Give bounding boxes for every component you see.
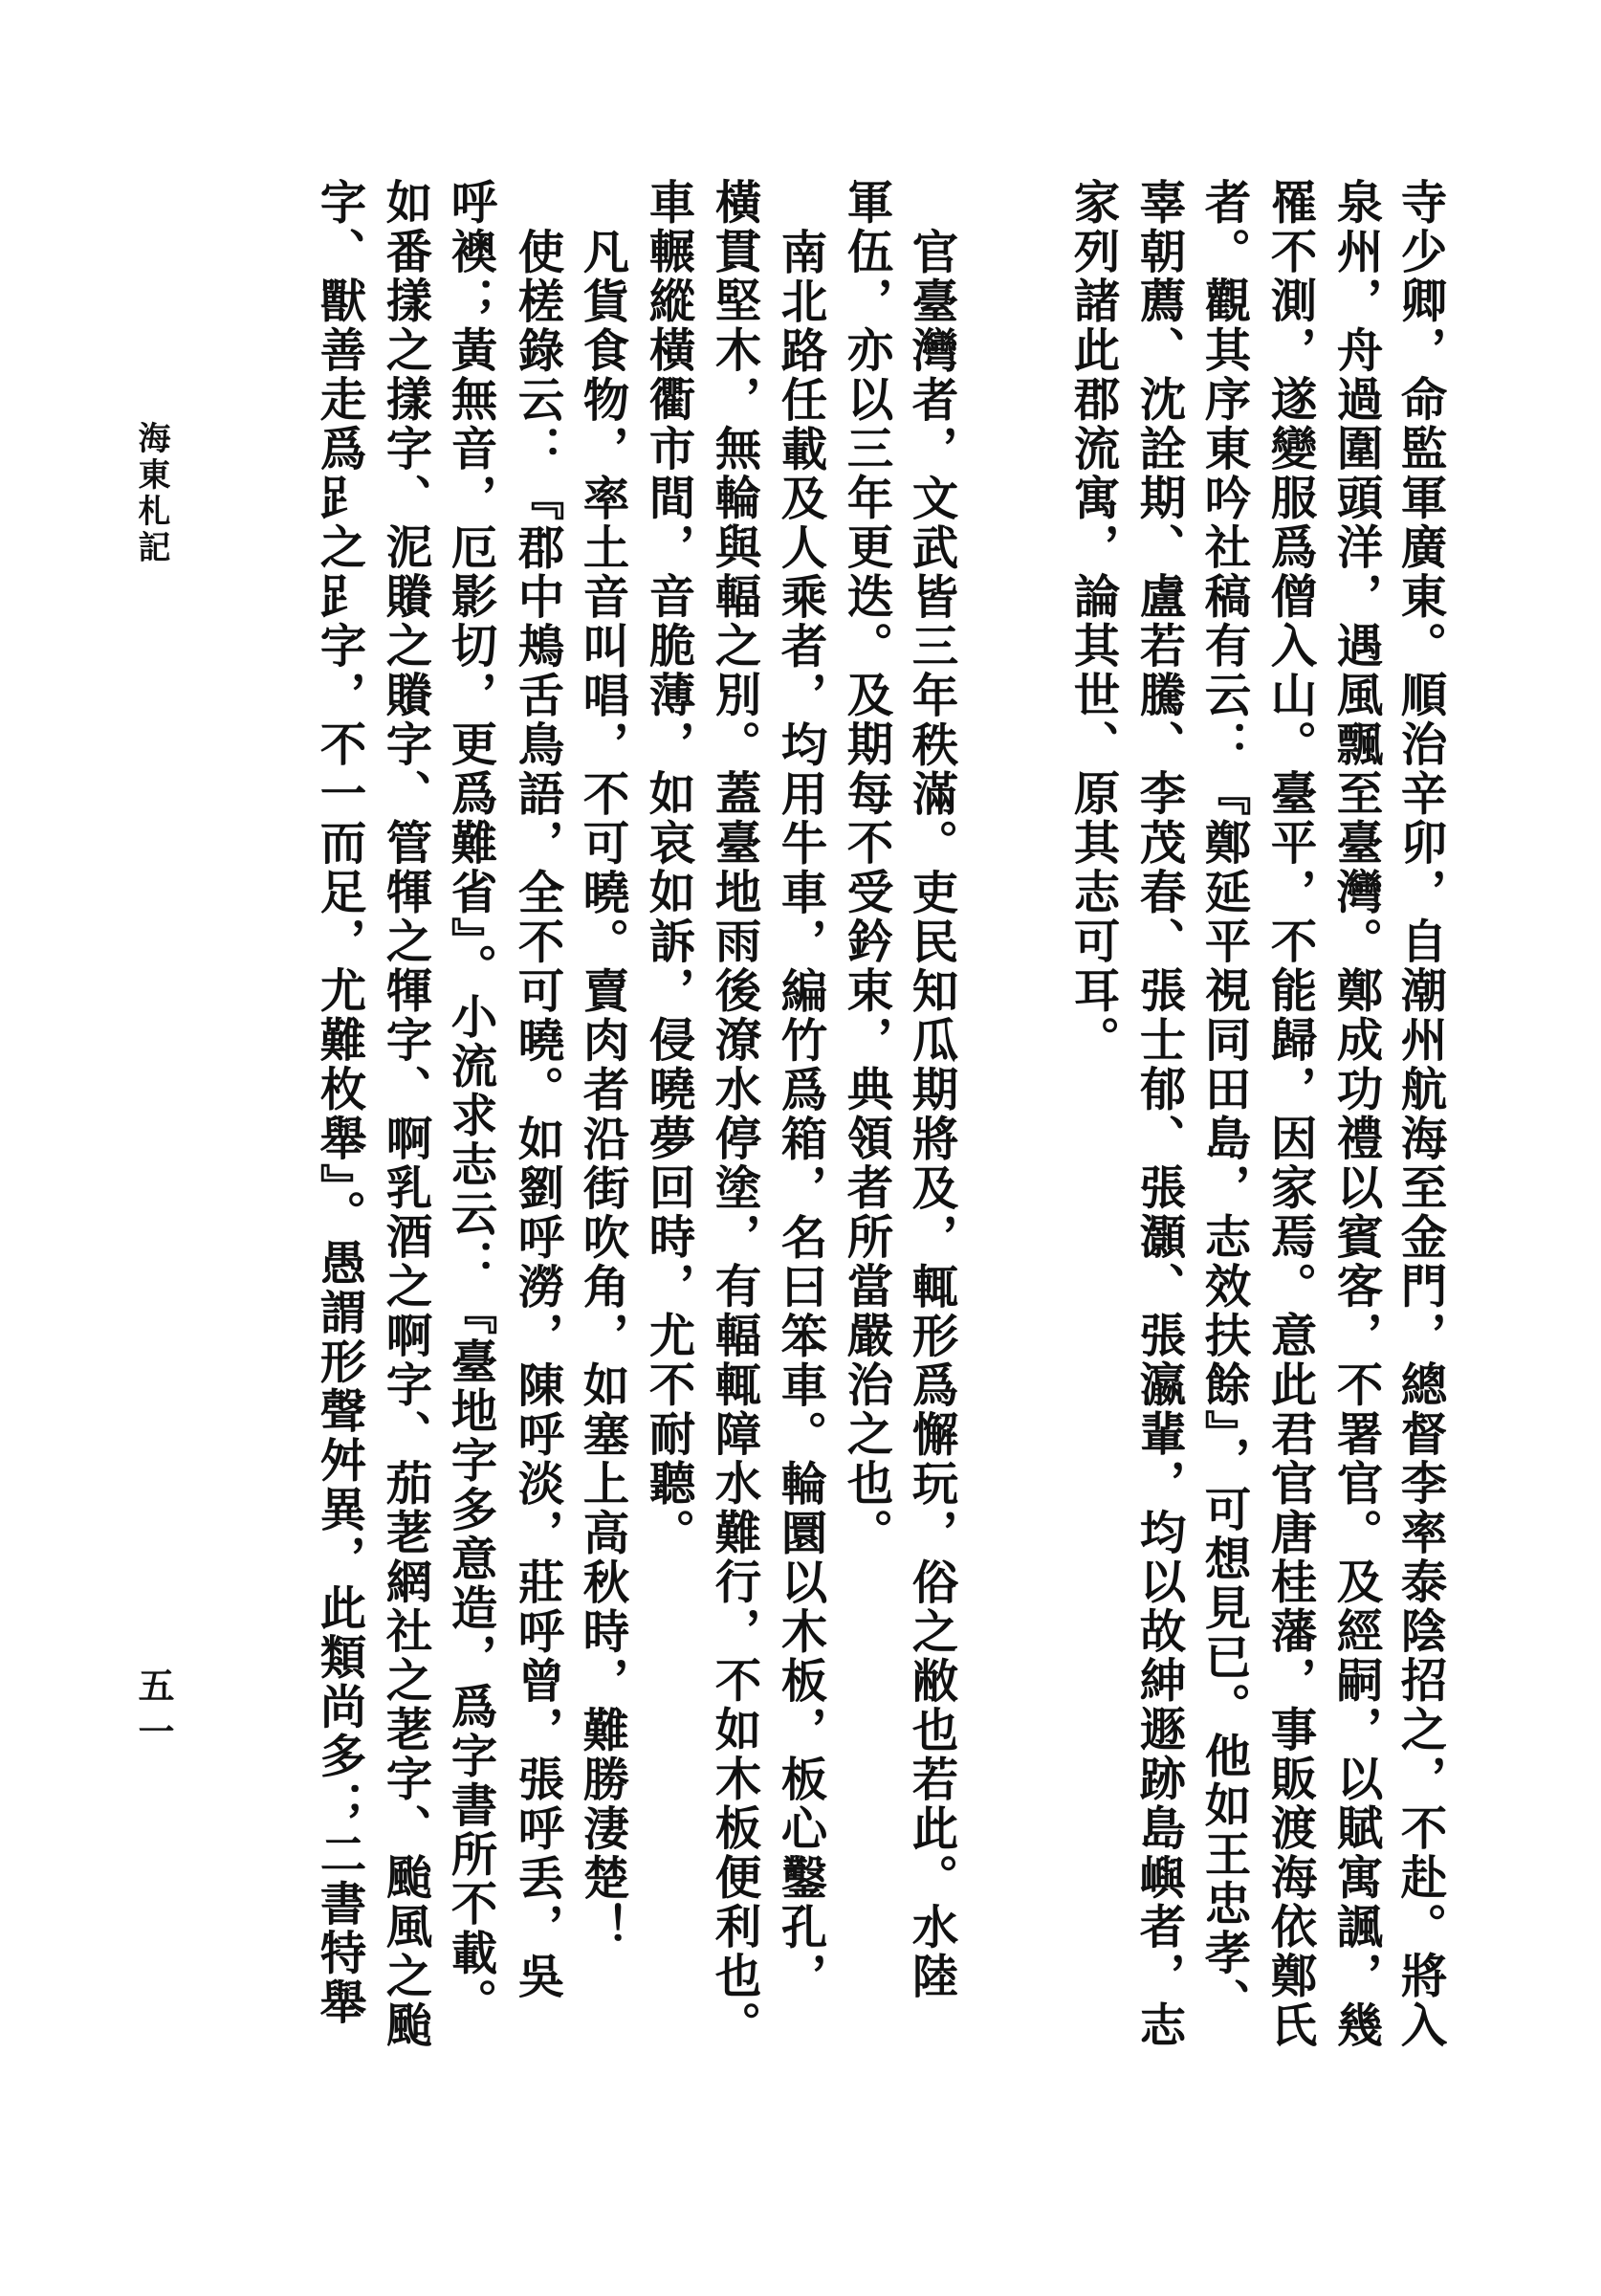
text-column-13: 使槎錄云：『郡中鴂舌鳥語，全不可曉。如劉呼澇，陳呼淡，莊呼曾，張呼丢，吳	[510, 228, 564, 2001]
page-number: 五一	[132, 1667, 175, 1758]
text-column-10: 橫貫堅木，無輪與輻之別。蓋臺地雨後潦水停塗，有輻輒障水難行，不如木板便利也。	[707, 178, 761, 2050]
text-column-5: 辜朝薦、沈詮期、盧若騰、李茂春、張士郁、張灝、張瀛輩，均以故紳遯跡島嶼者，志	[1131, 178, 1186, 2050]
text-column-15: 如番㨾之㨾字、泥䞉之䞉字、管㹆之㹆字、啊乳酒之啊字、茄荖網社之荖字、颱風之颱	[378, 178, 432, 2050]
text-column-3: 罹不測，遂變服爲僧入山。臺平，不能歸，因家焉。意此君官唐桂藩，事販渡海依鄭氏	[1262, 178, 1317, 2050]
text-column-4: 者。觀其序東吟社稿有云：『鄭延平視同田島，志效扶餘』，可想見已。他如王忠孝、	[1196, 178, 1251, 2027]
text-column-16: 字、獸善走爲𧾷之𧾷字，不一而足，尤難枚舉』。愚謂形聲舛異，此類尚多；二書特舉	[312, 178, 366, 2027]
text-column-8: 軍伍，亦以三年更迭。及期每不受鈐束，典領者所當嚴治之也。	[839, 178, 893, 1557]
text-column-9: 南北路任載及人乘者，均用牛車，編竹爲箱，名曰笨車。輪圜以木板，板心鑿孔，	[773, 228, 827, 2001]
text-column-6: 家列諸此郡流寓，論其世、原其志可耳。	[1065, 178, 1120, 1065]
text-column-11: 車輾縱橫衢市間，音脆薄，如哀如訴，侵曉夢回時，尤不耐聽。	[641, 178, 695, 1557]
text-column-12: 凡貨食物，率土音叫唱，不可曉。賣肉者沿街吹角，如塞上高秋時，難勝淒楚！	[575, 228, 629, 1953]
text-column-7: 官臺灣者，文武皆三年秩滿。吏民知瓜期將及，輒形爲懈玩，俗之敝也若此。水陸	[904, 228, 958, 2001]
text-column-14: 呼襖；黃無音，厄影切，更爲難省』。小流求志云：『臺地字多意造，爲字書所不載。	[443, 178, 497, 2027]
text-column-2: 泉州，舟過圍頭洋，遇風飄至臺灣。鄭成功禮以賓客，不署官。及經嗣，以賦寓諷，幾	[1328, 178, 1383, 2050]
text-column-1: 寺少卿，命監軍廣東。順治辛卯，自潮州航海至金門，總督李率泰陰招之，不赴。將入	[1393, 178, 1447, 2050]
running-title: 海東札記	[132, 421, 170, 566]
